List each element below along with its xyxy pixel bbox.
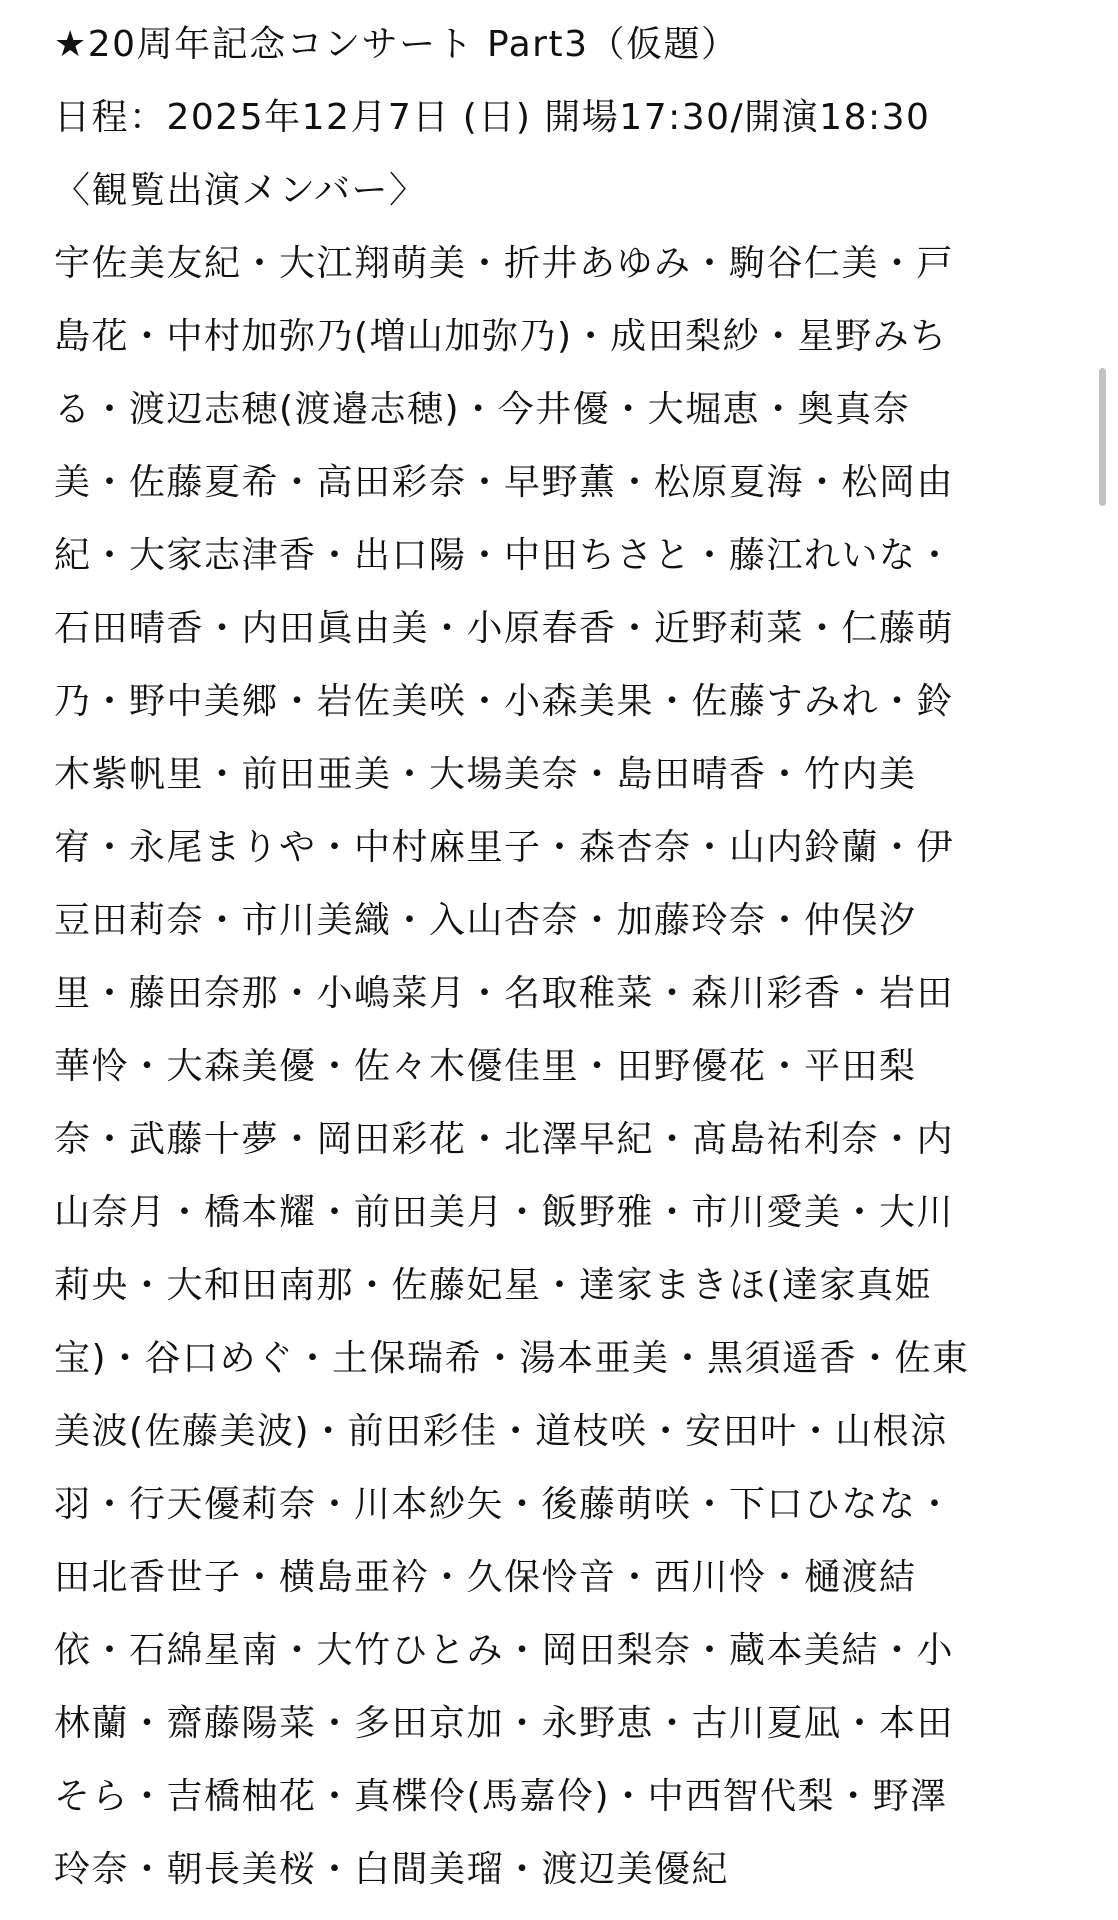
member-line: 華怜・大森美優・佐々木優佳里・田野優花・平田梨 (54, 1046, 917, 1087)
member-line: 島花・中村加弥乃(増山加弥乃)・成田梨紗・星野みち (54, 316, 948, 357)
member-line: 豆田莉奈・市川美織・入山杏奈・加藤玲奈・仲俣汐 (54, 900, 917, 941)
member-line: 宇佐美友紀・大江翔萌美・折井あゆみ・駒谷仁美・戸 (54, 243, 955, 284)
member-list (54, 227, 1118, 1906)
member-line: る・渡辺志穂(渡邉志穂)・今井優・大堀恵・奥真奈 (54, 389, 911, 430)
member-line: 莉央・大和田南那・佐藤妃星・達家まきほ(達家真姫 (54, 1265, 933, 1306)
members-heading: 〈観覧出演メンバー〉 (54, 170, 427, 211)
concert-title: ★20周年記念コンサート Part3（仮題） (54, 24, 739, 65)
member-line: 美・佐藤夏希・高田彩奈・早野薫・松原夏海・松岡由 (54, 462, 955, 503)
member-line: 林蘭・齋藤陽菜・多田京加・永野恵・古川夏凪・本田 (54, 1703, 955, 1744)
member-line: 宝)・谷口めぐ・土保瑞希・湯本亜美・黒須遥香・佐東 (54, 1338, 970, 1379)
member-line: 宥・永尾まりや・中村麻里子・森杏奈・山内鈴蘭・伊 (54, 827, 955, 868)
member-line: 乃・野中美郷・岩佐美咲・小森美果・佐藤すみれ・鈴 (54, 681, 955, 722)
member-line: 羽・行天優莉奈・川本紗矢・後藤萌咲・下口ひなな・ (54, 1484, 955, 1525)
member-line: 奈・武藤十夢・岡田彩花・北澤早紀・髙島祐利奈・内 (54, 1119, 955, 1160)
member-line: 玲奈・朝長美桜・白間美瑠・渡辺美優紀 (54, 1849, 730, 1890)
schedule-line: 日程：2025年12月7日 (日) 開場17:30/開演18:30 (54, 97, 931, 138)
member-line: 依・石綿星南・大竹ひとみ・岡田梨奈・蔵本美結・小 (54, 1630, 955, 1671)
vertical-scrollbar[interactable] (1099, 368, 1106, 506)
member-line: 里・藤田奈那・小嶋菜月・名取稚菜・森川彩香・岩田 (54, 973, 955, 1014)
member-line: 山奈月・橋本耀・前田美月・飯野雅・市川愛美・大川 (54, 1192, 955, 1233)
member-line: そら・吉橋柚花・真楪伶(馬嘉伶)・中西智代梨・野澤 (54, 1776, 948, 1817)
member-line: 木紫帆里・前田亜美・大場美奈・島田晴香・竹内美 (54, 754, 917, 795)
member-line: 美波(佐藤美波)・前田彩佳・道枝咲・安田叶・山根涼 (54, 1411, 948, 1452)
member-line: 田北香世子・横島亜衿・久保怜音・西川怜・樋渡結 (54, 1557, 917, 1598)
member-line: 紀・大家志津香・出口陽・中田ちさと・藤江れいな・ (54, 535, 955, 576)
member-line: 石田晴香・内田眞由美・小原春香・近野莉菜・仁藤萌 (54, 608, 955, 649)
